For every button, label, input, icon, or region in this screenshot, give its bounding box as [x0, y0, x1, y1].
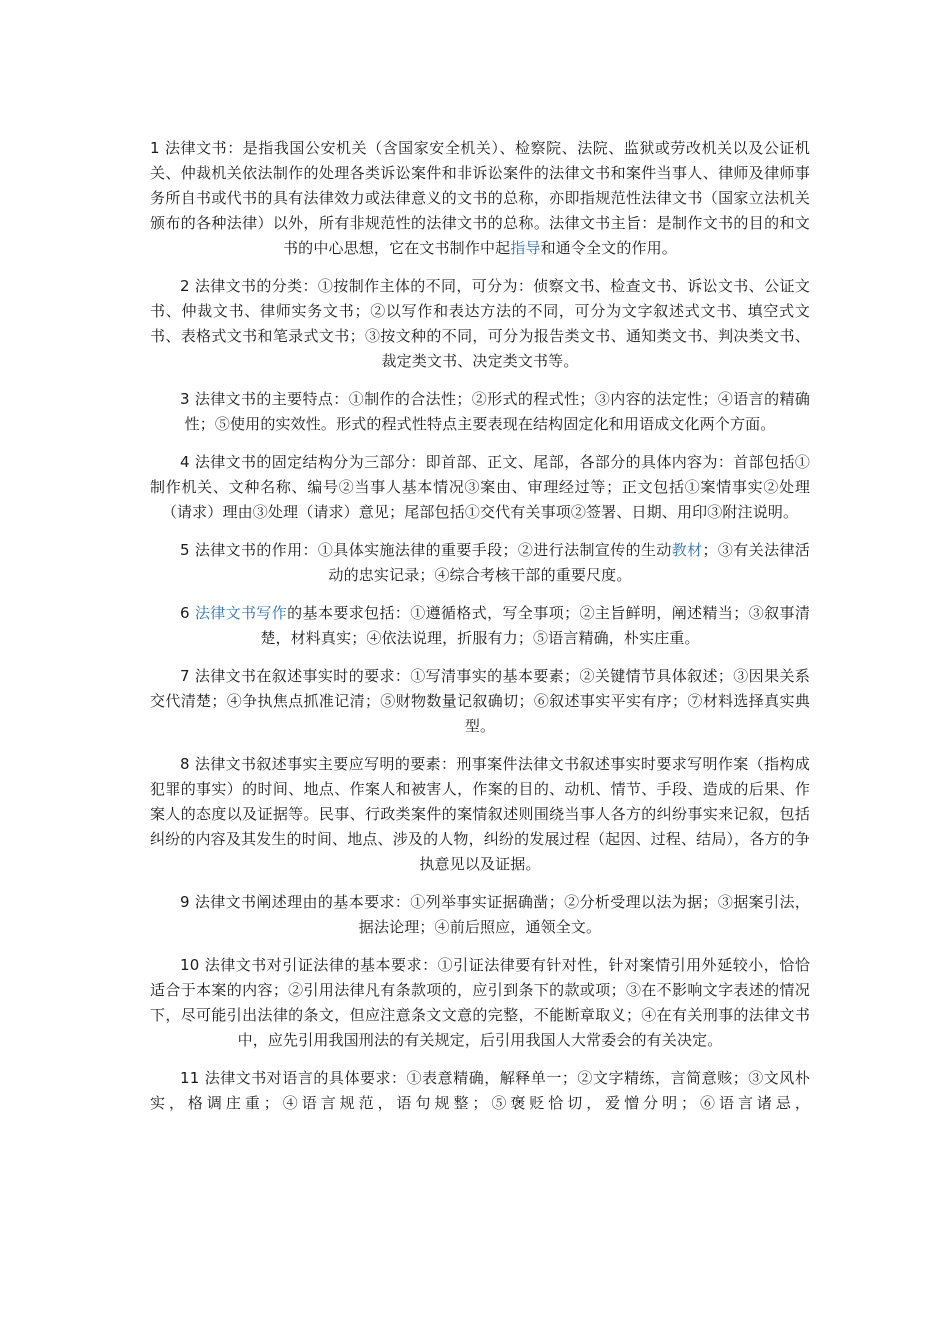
paragraph-8	[150, 752, 810, 877]
paragraph-9	[150, 890, 810, 940]
paragraph-number: 8	[180, 755, 190, 773]
paragraph-number: 1	[150, 139, 160, 157]
paragraph-text: 法律文书：是指我国公安机关（含国家安全机关）、检察院、法院、监狱或劳改机关以及公证机关、仲裁机关依法制作的处理各类诉讼案件和非诉讼案件的法律文书和案件当事人、律师及律师事务所自书或代书的具有法律效力或法律意义的文书的总称，亦即指规范性法律文书（国家立法机关颁布的各种法律）以外，所有非规范性的法律文书的总称。法律文书主旨：是制作文书的目的和文书的中心思想，它在文书制作中起	[150, 139, 810, 257]
paragraph-1	[150, 136, 810, 261]
paragraph-number: 11	[180, 1069, 200, 1087]
document-body	[150, 136, 810, 1129]
paragraph-number: 7	[180, 667, 190, 685]
paragraph-text: 的基本要求包括：①遵循格式，写全事项；②主旨鲜明，阐述精当；③叙事清楚，材料真实；④依法说理，折服有力；⑤语言精确，朴实庄重。	[260, 604, 810, 647]
paragraph-text: 法律文书在叙述事实时的要求：①写清事实的基本要素；②关键情节具体叙述；③因果关系交代清楚；④争执焦点抓准记清；⑤财物数量记叙确切；⑥叙述事实平实有序；⑦材料选择真实典型。	[150, 667, 810, 735]
paragraph-number: 5	[180, 541, 190, 559]
paragraph-text: 法律文书的作用：①具体实施法律的重要手段；②进行法制宣传的生动	[189, 541, 672, 559]
paragraph-text: 和通令全文的作用。	[540, 239, 677, 257]
paragraph-text: 法律文书叙述事实主要应写明的要素：刑事案件法律文书叙述事实时要求写明作案（指构成犯罪的事实）的时间、地点、作案人和被害人，作案的目的、动机、情节、手段、造成的后果、作案人的态度以及证据等。民事、行政类案件的案情叙述则围绕当事人各方的纠纷事实来记叙，包括纠纷的内容及其发生的时间、地点、涉及的人物，纠纷的发展过程（起因、过程、结局），各方的争执意见以及证据。	[150, 755, 810, 873]
link-jiaocai[interactable]: 教材	[671, 541, 703, 559]
paragraph-10	[150, 953, 810, 1053]
paragraph-3	[150, 387, 810, 437]
paragraph-4	[150, 450, 810, 525]
paragraph-number: 9	[180, 893, 190, 911]
paragraph-7	[150, 664, 810, 739]
paragraph-text: 法律文书对语言的具体要求：①表意精确，解释单一；②文字精练，言简意赅；③文风朴实，格调庄重；④语言规范，语句规整；⑤褒贬恰切，爱憎分明；⑥语言诸忌，	[150, 1069, 810, 1112]
link-falv-wenshu-xiezuo[interactable]: 法律文书写作	[194, 604, 288, 622]
link-zhidao[interactable]: 指导	[510, 239, 541, 257]
paragraph-number: 2	[180, 277, 190, 295]
paragraph-5	[150, 538, 810, 588]
paragraph-number: 3	[180, 390, 190, 408]
paragraph-text: 法律文书阐述理由的基本要求：①列举事实证据确凿；②分析受理以法为据；③据案引法，据法论理；④前后照应，通领全文。	[189, 893, 810, 936]
paragraph-text: 法律文书对引证法律的基本要求：①引证法律要有针对性，针对案情引用外延较小，恰恰适合于本案的内容；②引用法律凡有条款项的，应引到条下的款或项；③在不影响文字表述的情况下，尽可能引出法律的条文，但应注意条文文意的完整，不能断章取义；④在有关刑事的法律文书中，应先引用我国刑法的有关规定，后引用我国人大常委会的有关决定。	[150, 956, 810, 1049]
paragraph-text: 法律文书的分类：①按制作主体的不同，可分为：侦察文书、检查文书、诉讼文书、公证文书、仲裁文书、律师实务文书；②以写作和表达方法的不同，可分为文字叙述式文书、填空式文书、表格式文书和笔录式文书；③按文种的不同，可分为报告类文书、通知类文书、判决类文书、裁定类文书、决定类文书等。	[150, 277, 810, 370]
paragraph-number: 6	[180, 604, 190, 622]
paragraph-11	[150, 1066, 810, 1116]
paragraph-number: 10	[180, 956, 200, 974]
paragraph-number: 4	[180, 453, 190, 471]
paragraph-text: 法律文书的主要特点：①制作的合法性；②形式的程式性；③内容的法定性；④语言的精确性；⑤使用的实效性。形式的程式性特点主要表现在结构固定化和用语成文化两个方面。	[184, 390, 810, 433]
paragraph-6	[150, 601, 810, 651]
paragraph-text: ；③有关法律活动的忠实记录；④综合考核干部的重要尺度。	[328, 541, 810, 584]
paragraph-text: 法律文书的固定结构分为三部分：即首部、正文、尾部，各部分的具体内容为：首部包括①制作机关、文种名称、编号②当事人基本情况③案由、审理经过等；正文包括①案情事实②处理（请求）理由③处理（请求）意见；尾部包括①交代有关事项②签署、日期、用印③附注说明。	[150, 453, 810, 521]
paragraph-2	[150, 274, 810, 374]
